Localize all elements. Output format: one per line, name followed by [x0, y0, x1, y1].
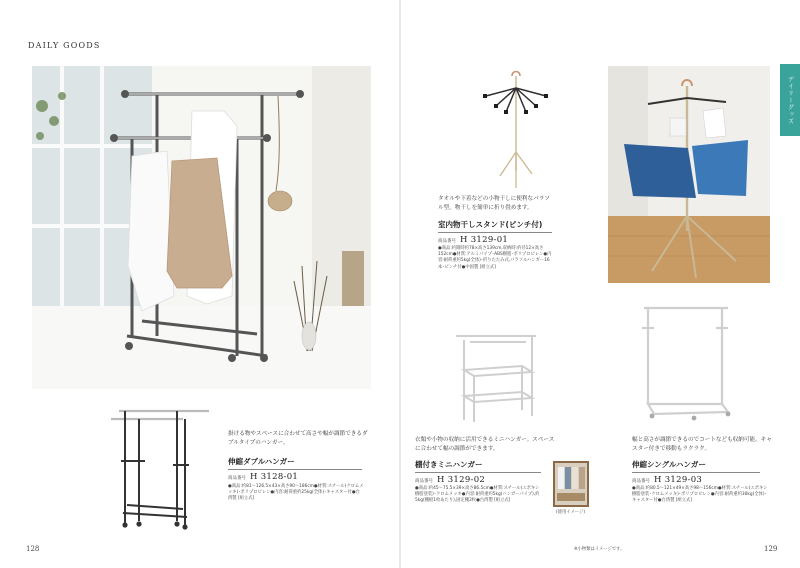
product-code-label: 商品番号 [632, 479, 650, 484]
parasol-stand-name: 室内物干しスタンド(ピンチ付) [438, 219, 552, 233]
page-number-left: 128 [26, 545, 40, 553]
parasol-stand-code [438, 235, 508, 245]
product-code-number: H 3129-02 [437, 475, 486, 485]
double-hanger-specs: ●商品:約81～126.5×43×高さ90～186cm●材質:スチール(クロムメッキ)･ポリプロピレン●内容:耐荷重約25kg(全体)･キャスター付●台湾製 [組立式] [228, 484, 364, 502]
product-code-label: 商品番号 [415, 479, 433, 484]
mini-hanger-product-image [450, 330, 544, 425]
page-gutter [399, 0, 401, 568]
footnote: ※小物類はイメージです。 [574, 547, 625, 552]
mini-hanger-specs: ●商品:約45～75.5×39×高さ86.5cm●材質:スチール(エポキシ樹脂塗装)･クロムメッキ●内容:耐荷重約5kg(ハンガーパイプ),約5kg(棚板1枚あたり),固定棚2枚●台湾製 [組立式] [415, 486, 540, 504]
mini-hanger-description: 衣類や小物の収納に活用できるミニハンガー。スペースに合わせて幅の調節ができます。 [415, 437, 555, 452]
double-hanger-room-photo [32, 66, 371, 389]
mini-hanger-usage-photo [553, 461, 589, 507]
double-hanger-description: 掛ける物やスペースに合わせて高さや幅が調節できるダブルタイプのハンガー。 [228, 431, 368, 446]
single-hanger-code [632, 475, 702, 485]
product-code-number: H 3129-01 [460, 235, 509, 245]
parasol-stand-product-image [474, 66, 554, 191]
single-hanger-specs: ●商品:約80.5～121×49×高さ98～156cm●材質:スチール(エポキシ樹脂塗装･クロムメッキ)･ポリプロピレン●内容:耐荷重約30kg(全体)･キャスター付●台湾製 [組立式] [632, 486, 768, 504]
parasol-stand-specs: ●商品:約開時約78×高さ139cm,収納時:約径12×高さ152cm●材質:アルミパイプ･ABS樹脂･ポリプロピレン●内容:耐荷重約5kg(全体)･折りたたみ式,パラソルハンガー16本･ピンチ付●中国製 [組立式] [438, 246, 552, 270]
section-side-tab: デイリーグッズ [780, 64, 800, 136]
single-hanger-product-image [636, 300, 736, 424]
product-code-label: 商品番号 [438, 239, 456, 244]
mini-hanger-usage-caption: (使用イメージ) [556, 510, 586, 515]
product-code-number: H 3128-01 [250, 472, 299, 482]
product-code-label: 商品番号 [228, 476, 246, 481]
single-hanger-description: 幅と高さが調節できるのでコートなども収納可能。キャスター付きで移動もラクラク。 [632, 437, 772, 452]
double-hanger-code [228, 472, 298, 482]
page-number-right: 129 [764, 545, 778, 553]
parasol-stand-usage-photo [608, 66, 770, 283]
double-hanger-name: 伸縮ダブルハンガー [228, 456, 362, 470]
parasol-stand-description: タオルや下着などの小物干しに便利なパラソル型。物干しを簡単に折り畳めます。 [438, 196, 550, 211]
single-hanger-name: 伸縮シングルハンガー [632, 459, 760, 473]
mini-hanger-code [415, 475, 485, 485]
mini-hanger-name: 棚付きミニハンガー [415, 459, 541, 473]
double-hanger-product-image [105, 403, 215, 531]
section-header: DAILY GOODS [28, 41, 101, 50]
product-code-number: H 3129-03 [654, 475, 703, 485]
